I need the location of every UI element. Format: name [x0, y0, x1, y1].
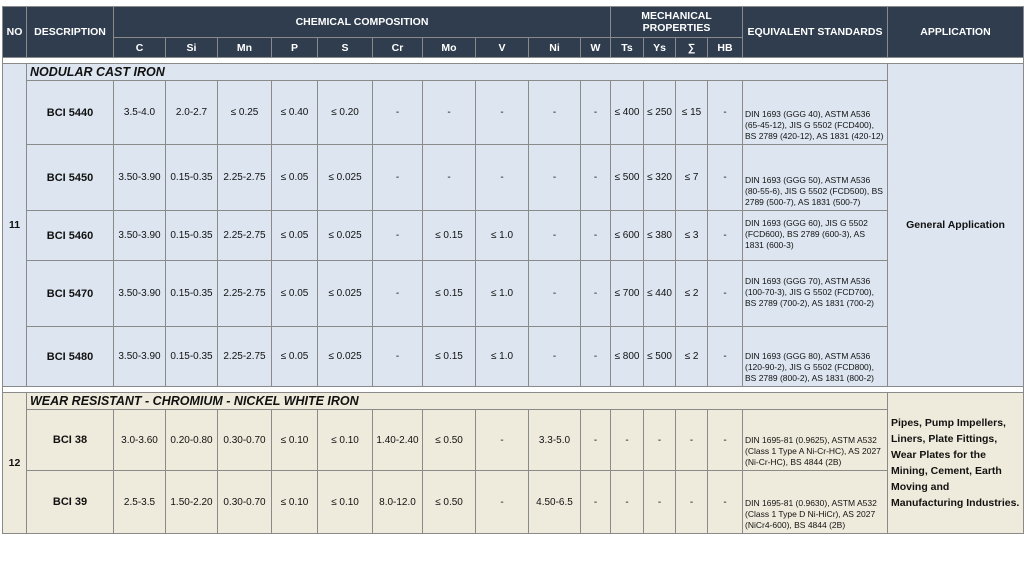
group-number: 11 — [3, 64, 27, 387]
cell-c: 3.50-3.90 — [114, 327, 166, 387]
cell-e: - — [676, 471, 708, 534]
header-equivalent-standards: EQUIVALENT STANDARDS — [743, 7, 888, 58]
cell-si: 1.50-2.20 — [166, 471, 218, 534]
cell-hb: - — [708, 211, 743, 261]
cell-si: 0.20-0.80 — [166, 410, 218, 471]
subheader-si: Si — [166, 38, 218, 58]
grade-name: BCI 5480 — [27, 327, 114, 387]
cell-hb: - — [708, 410, 743, 471]
section-title: WEAR RESISTANT - CHROMIUM - NICKEL WHITE IRON — [27, 393, 888, 410]
application-text: General Application — [888, 64, 1024, 387]
subheader-ni: Ni — [529, 38, 581, 58]
cell-hb: - — [708, 81, 743, 145]
cell-mo: ≤ 0.15 — [423, 261, 476, 327]
cell-si: 2.0-2.7 — [166, 81, 218, 145]
cell-c: 3.50-3.90 — [114, 145, 166, 211]
cell-mo: ≤ 0.15 — [423, 327, 476, 387]
cell-v: - — [476, 81, 529, 145]
cell-p: ≤ 0.10 — [272, 410, 318, 471]
cell-mo: ≤ 0.50 — [423, 471, 476, 534]
cell-mo: ≤ 0.15 — [423, 211, 476, 261]
grade-name: BCI 5440 — [27, 81, 114, 145]
cell-mn: 2.25-2.75 — [218, 261, 272, 327]
table-row — [3, 261, 1024, 327]
cell-hb: - — [708, 471, 743, 534]
cell-e: ≤ 2 — [676, 327, 708, 387]
table-row — [3, 211, 1024, 261]
cell-ys: ≤ 250 — [644, 81, 676, 145]
subheader-ys: Ys — [644, 38, 676, 58]
cell-v: - — [476, 471, 529, 534]
cell-s: ≤ 0.20 — [318, 81, 373, 145]
cell-c: 3.50-3.90 — [114, 211, 166, 261]
grade-name: BCI 38 — [27, 410, 114, 471]
cell-v: ≤ 1.0 — [476, 261, 529, 327]
cell-w: - — [581, 145, 611, 211]
cell-mo: ≤ 0.50 — [423, 410, 476, 471]
subheader-elongation: ∑ — [676, 38, 708, 58]
cell-ts: - — [611, 410, 644, 471]
subheader-w: W — [581, 38, 611, 58]
subheader-s: S — [318, 38, 373, 58]
cell-e: - — [676, 410, 708, 471]
cell-e: ≤ 15 — [676, 81, 708, 145]
grade-name: BCI 5460 — [27, 211, 114, 261]
cell-ts: ≤ 400 — [611, 81, 644, 145]
cell-mn: 2.25-2.75 — [218, 327, 272, 387]
cell-s: ≤ 0.10 — [318, 471, 373, 534]
cell-v: - — [476, 145, 529, 211]
cell-s: ≤ 0.025 — [318, 327, 373, 387]
cell-mo: - — [423, 145, 476, 211]
cell-ts: ≤ 800 — [611, 327, 644, 387]
cell-s: ≤ 0.025 — [318, 145, 373, 211]
cell-hb: - — [708, 261, 743, 327]
cell-ni: - — [529, 145, 581, 211]
subheader-ts: Ts — [611, 38, 644, 58]
cell-cr: - — [373, 211, 423, 261]
equivalent-standards-cell: DIN 1693 (GGG 70), ASTM A536 (100-70-3), JIS G 5502 (FCD700), BS 2789 (700-2), AS 1831 (700-2) — [743, 261, 888, 327]
cell-p: ≤ 0.05 — [272, 261, 318, 327]
cell-mn: ≤ 0.25 — [218, 81, 272, 145]
cell-mo: - — [423, 81, 476, 145]
cell-cr: 1.40-2.40 — [373, 410, 423, 471]
equivalent-standards-cell: DIN 1693 (GGG 60), JIS G 5502 (FCD600), BS 2789 (600-3), AS 1831 (600-3) — [743, 211, 888, 261]
cell-si: 0.15-0.35 — [166, 327, 218, 387]
cell-hb: - — [708, 327, 743, 387]
cell-si: 0.15-0.35 — [166, 211, 218, 261]
cell-ni: - — [529, 261, 581, 327]
group-number: 12 — [3, 393, 27, 534]
cell-v: ≤ 1.0 — [476, 327, 529, 387]
cell-p: ≤ 0.10 — [272, 471, 318, 534]
material-spec-table — [2, 6, 1024, 534]
cell-mn: 2.25-2.75 — [218, 211, 272, 261]
table-row — [3, 471, 1024, 534]
subheader-hb: HB — [708, 38, 743, 58]
cell-ni: - — [529, 211, 581, 261]
cell-e: ≤ 2 — [676, 261, 708, 327]
equivalent-standards-cell: DIN 1693 (GGG 40), ASTM A536 (65-45-12), JIS G 5502 (FCD400), BS 2789 (420-12), AS 1831 (420-12) — [743, 81, 888, 145]
table-row — [3, 327, 1024, 387]
equivalent-standards-cell: DIN 1693 (GGG 50), ASTM A536 (80-55-6), JIS G 5502 (FCD500), BS 2789 (500-7), AS 1831 (500-7) — [743, 145, 888, 211]
grade-name: BCI 39 — [27, 471, 114, 534]
subheader-p: P — [272, 38, 318, 58]
equivalent-standards-cell: DIN 1695-81 (0.9630), ASTM A532 (Class 1 Type D Ni-HiCr), AS 2027 (NiCr4-600), BS 4844 (2B) — [743, 471, 888, 534]
cell-ni: 3.3-5.0 — [529, 410, 581, 471]
cell-c: 3.5-4.0 — [114, 81, 166, 145]
cell-w: - — [581, 261, 611, 327]
cell-s: ≤ 0.025 — [318, 211, 373, 261]
table-row — [3, 145, 1024, 211]
cell-ni: - — [529, 327, 581, 387]
cell-cr: - — [373, 261, 423, 327]
cell-e: ≤ 3 — [676, 211, 708, 261]
cell-w: - — [581, 211, 611, 261]
cell-v: ≤ 1.0 — [476, 211, 529, 261]
cell-ts: ≤ 700 — [611, 261, 644, 327]
cell-ts: ≤ 600 — [611, 211, 644, 261]
subheader-v: V — [476, 38, 529, 58]
cell-ts: ≤ 500 — [611, 145, 644, 211]
header-application: APPLICATION — [888, 7, 1024, 58]
grade-name: BCI 5450 — [27, 145, 114, 211]
cell-mn: 0.30-0.70 — [218, 471, 272, 534]
cell-s: ≤ 0.025 — [318, 261, 373, 327]
cell-p: ≤ 0.05 — [272, 211, 318, 261]
cell-hb: - — [708, 145, 743, 211]
cell-ys: ≤ 440 — [644, 261, 676, 327]
header-no: NO — [3, 7, 27, 58]
cell-ys: - — [644, 410, 676, 471]
application-text: Pipes, Pump Impellers, Liners, Plate Fittings, Wear Plates for the Mining, Cement, Earth Moving and Manufacturing Industries. — [888, 393, 1024, 534]
cell-v: - — [476, 410, 529, 471]
cell-ts: - — [611, 471, 644, 534]
header-mechanical-properties: MECHANICAL PROPERTIES — [611, 7, 743, 38]
cell-ys: - — [644, 471, 676, 534]
grade-name: BCI 5470 — [27, 261, 114, 327]
cell-cr: - — [373, 327, 423, 387]
equivalent-standards-cell: DIN 1693 (GGG 80), ASTM A536 (120-90-2), JIS G 5502 (FCD800), BS 2789 (800-2), AS 1831 (800-2) — [743, 327, 888, 387]
subheader-c: C — [114, 38, 166, 58]
cell-mn: 2.25-2.75 — [218, 145, 272, 211]
cell-cr: 8.0-12.0 — [373, 471, 423, 534]
equivalent-standards-cell: DIN 1695-81 (0.9625), ASTM A532 (Class 1 Type A Ni-Cr-HC), AS 2027 (Ni-Cr-HC), BS 4844 (2B) — [743, 410, 888, 471]
cell-si: 0.15-0.35 — [166, 145, 218, 211]
subheader-mn: Mn — [218, 38, 272, 58]
subheader-mo: Mo — [423, 38, 476, 58]
cell-si: 0.15-0.35 — [166, 261, 218, 327]
cell-p: ≤ 0.05 — [272, 327, 318, 387]
cell-w: - — [581, 410, 611, 471]
cell-ys: ≤ 320 — [644, 145, 676, 211]
section-title: NODULAR CAST IRON — [27, 64, 888, 81]
cell-w: - — [581, 81, 611, 145]
cell-cr: - — [373, 145, 423, 211]
cell-p: ≤ 0.40 — [272, 81, 318, 145]
cell-mn: 0.30-0.70 — [218, 410, 272, 471]
cell-ni: 4.50-6.5 — [529, 471, 581, 534]
cell-c: 3.0-3.60 — [114, 410, 166, 471]
cell-ys: ≤ 380 — [644, 211, 676, 261]
cell-cr: - — [373, 81, 423, 145]
header-chemical-composition: CHEMICAL COMPOSITION — [114, 7, 611, 38]
cell-ni: - — [529, 81, 581, 145]
subheader-cr: Cr — [373, 38, 423, 58]
table-row — [3, 410, 1024, 471]
cell-ys: ≤ 500 — [644, 327, 676, 387]
cell-e: ≤ 7 — [676, 145, 708, 211]
cell-s: ≤ 0.10 — [318, 410, 373, 471]
cell-c: 2.5-3.5 — [114, 471, 166, 534]
cell-c: 3.50-3.90 — [114, 261, 166, 327]
header-description: DESCRIPTION — [27, 7, 114, 58]
cell-p: ≤ 0.05 — [272, 145, 318, 211]
cell-w: - — [581, 471, 611, 534]
table-row — [3, 81, 1024, 145]
cell-w: - — [581, 327, 611, 387]
